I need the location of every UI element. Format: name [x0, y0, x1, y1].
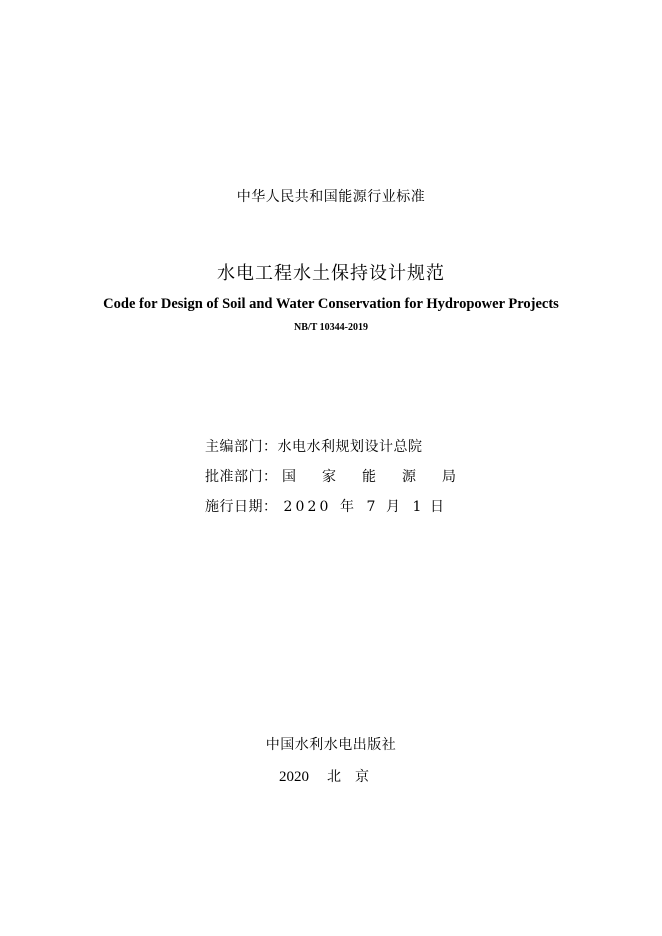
date-char: 7 — [366, 499, 376, 515]
date-char: 日 — [429, 499, 444, 515]
date-char: 2 — [307, 499, 317, 515]
approval-char: 能 — [361, 469, 376, 485]
approval-char: 国 — [281, 469, 296, 485]
approval-char: 局 — [441, 469, 456, 485]
effective-date-value — [278, 499, 444, 515]
industry-standard-heading: 中华人民共和国能源行业标准 — [236, 189, 426, 205]
publication-city: 北京 — [327, 769, 383, 785]
publisher-name: 中国水利水电出版社 — [265, 737, 397, 753]
editor-department-value: 水电水利规划设计总院 — [277, 439, 423, 455]
date-char: 年 — [339, 499, 354, 515]
date-char: 0 — [319, 499, 329, 515]
approval-char: 家 — [321, 469, 336, 485]
date-char: 2 — [283, 499, 293, 515]
standard-title-chinese: 水电工程水土保持设计规范 — [217, 263, 445, 284]
approval-department-value — [278, 469, 456, 485]
date-char: 0 — [295, 499, 305, 515]
approval-department-row — [205, 466, 456, 486]
editor-department-label: 主编部门： — [205, 439, 278, 455]
publication-year: 2020 — [279, 769, 309, 785]
editor-department-row — [205, 436, 423, 456]
effective-date-row — [205, 496, 444, 516]
effective-date-label: 施行日期： — [205, 499, 278, 515]
date-char: 1 — [412, 499, 422, 515]
standard-number: NB/T 10344-2019 — [294, 322, 368, 333]
approval-department-label: 批准部门： — [205, 469, 278, 485]
standard-title-english: Code for Design of Soil and Water Conservation for Hydropower Projects — [103, 296, 559, 312]
date-char: 月 — [385, 499, 400, 515]
approval-char: 源 — [401, 469, 416, 485]
publication-place-year — [0, 766, 662, 786]
